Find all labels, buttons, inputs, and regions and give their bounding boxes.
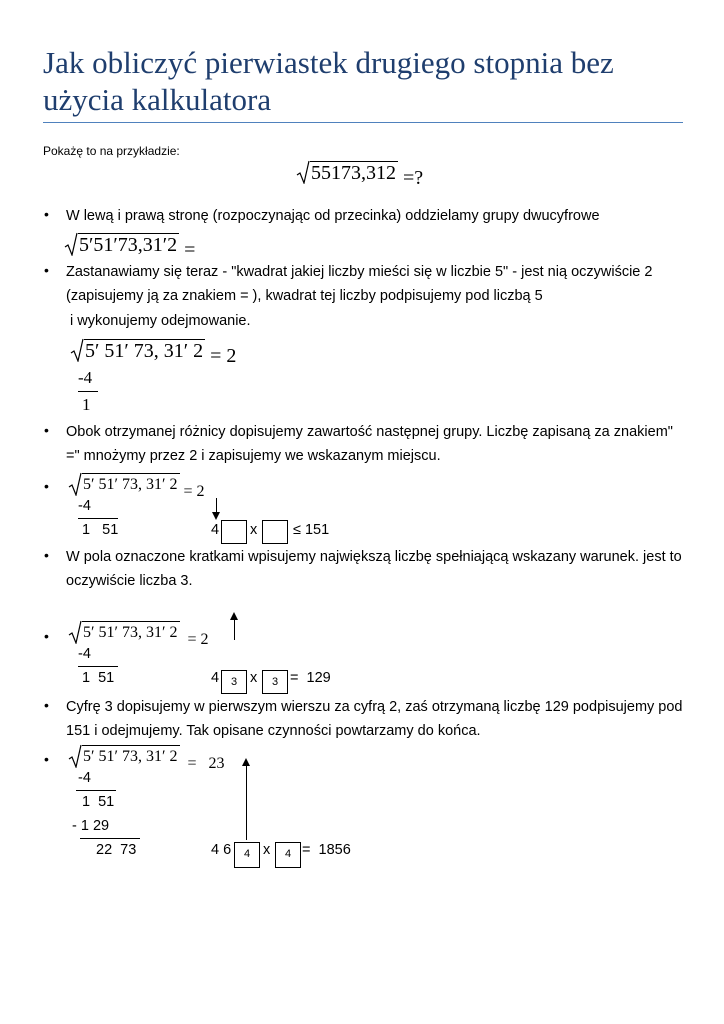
difference-2: 22 73 xyxy=(96,842,137,858)
difference: 1 51 xyxy=(82,670,115,686)
subtrahend: -4 xyxy=(78,368,93,387)
step2-expression xyxy=(70,338,236,368)
radicand: 5′ 51′ 73, 31′ 2 xyxy=(85,340,204,362)
subtrahend-2: - 1 29 xyxy=(72,818,110,834)
radicand: 55173,312 xyxy=(311,162,396,184)
title-underline xyxy=(43,122,683,123)
radical-sign-icon xyxy=(70,338,84,362)
bullet-icon: • xyxy=(44,206,49,222)
radical-sign-icon xyxy=(68,620,82,644)
product-result: = 1856 xyxy=(302,842,351,858)
subtrahend: -4 xyxy=(78,770,91,786)
radical-sign-icon xyxy=(64,232,78,256)
subtraction-line xyxy=(78,518,118,519)
digit-box: 3 xyxy=(221,670,247,694)
bullet-icon: • xyxy=(44,422,49,438)
arrow-head-icon xyxy=(212,512,220,520)
step3-text: Obok otrzymanej różnicy dopisujemy zawartość następnej grupy. Liczbę zapisaną za znakiem" =" mnożymy przez 2 i zapisujemy we wskazanym miejscu. xyxy=(66,424,673,464)
product-result: = 129 xyxy=(290,670,331,686)
bullet-icon: • xyxy=(44,751,49,767)
expression-tail: = xyxy=(184,239,196,261)
bullet-icon: • xyxy=(44,262,49,278)
radicand: 5′ 51′ 73, 31′ 2 xyxy=(82,745,180,768)
bullet-icon: • xyxy=(44,628,49,644)
arrow-line xyxy=(246,764,247,840)
digit-box: 4 xyxy=(234,842,260,868)
condition: ≤ 151 xyxy=(293,522,330,538)
radical-sign-icon xyxy=(296,160,310,184)
subtraction-line xyxy=(80,838,140,839)
sqrt-symbol xyxy=(296,160,398,184)
step3-expression xyxy=(68,472,205,501)
main-expression xyxy=(296,160,423,190)
difference: 1 51 xyxy=(82,794,115,810)
subtrahend: -4 xyxy=(78,646,91,662)
bullet-icon: • xyxy=(44,697,49,713)
digit-box: 3 xyxy=(262,670,288,694)
subtraction-line xyxy=(78,666,118,667)
step7-expression xyxy=(68,744,225,773)
radical-sign-icon xyxy=(68,744,82,768)
arrow-line xyxy=(234,618,235,640)
step1-expression xyxy=(64,232,195,262)
times-sign: x xyxy=(250,670,258,686)
bullet-icon: • xyxy=(44,478,49,494)
step4-text: W pola oznaczone kratkami wpisujemy największą liczbę spełniającą wskazany warunek. jest to oczywiście liczba 3. xyxy=(66,549,682,589)
difference: 1 51 xyxy=(82,522,119,538)
subtrahend: -4 xyxy=(78,498,91,514)
digit-box: 4 xyxy=(275,842,301,868)
radical-sign-icon xyxy=(68,472,82,496)
expression-tail: = 2 xyxy=(187,631,209,648)
difference: 1 xyxy=(82,395,91,414)
expression-tail: =? xyxy=(403,167,424,189)
intro-text: Pokażę to na przykładzie: xyxy=(43,144,180,158)
subtraction-line xyxy=(76,790,116,791)
step2-text: Zastanawiamy się teraz - "kwadrat jakiej liczby mieści się w liczbie 5" - jest nią oczywiście 2 (zapisujemy ją za znakiem = ), kwadrat tej liczby podpisujemy pod liczbą 5 xyxy=(66,264,653,304)
radicand: 5′ 51′ 73, 31′ 2 xyxy=(82,621,180,644)
subtraction-line xyxy=(78,391,98,392)
empty-digit-box xyxy=(221,520,247,544)
radicand: 5′51′73,31′2 xyxy=(79,234,178,256)
step5-expression xyxy=(68,620,209,649)
step2-text-cont: i wykonujemy odejmowanie. xyxy=(70,313,251,329)
multiplier-prefix: 4 xyxy=(211,522,220,538)
multiplier-prefix: 4 6 xyxy=(211,842,232,858)
expression-tail: = 2 xyxy=(183,483,205,500)
times-sign: x xyxy=(263,842,271,858)
times-sign: x xyxy=(250,522,258,538)
expression-tail: = 23 xyxy=(187,755,225,772)
empty-digit-box xyxy=(262,520,288,544)
radicand: 5′ 51′ 73, 31′ 2 xyxy=(82,473,180,496)
bullet-icon: • xyxy=(44,547,49,563)
step6-text: Cyfrę 3 dopisujemy w pierwszym wierszu za cyfrą 2, zaś otrzymaną liczbę 129 podpisujemy pod 151 i odejmujemy. Tak opisane czynności powtarzamy do końca. xyxy=(66,699,683,739)
expression-tail: = 2 xyxy=(210,345,237,367)
page-title: Jak obliczyć pierwiastek drugiego stopnia bez użycia kalkulatora xyxy=(43,45,614,117)
step1-text: W lewą i prawą stronę (rozpoczynając od przecinka) oddzielamy grupy dwucyfrowe xyxy=(66,208,600,224)
multiplier-prefix: 4 xyxy=(211,670,220,686)
